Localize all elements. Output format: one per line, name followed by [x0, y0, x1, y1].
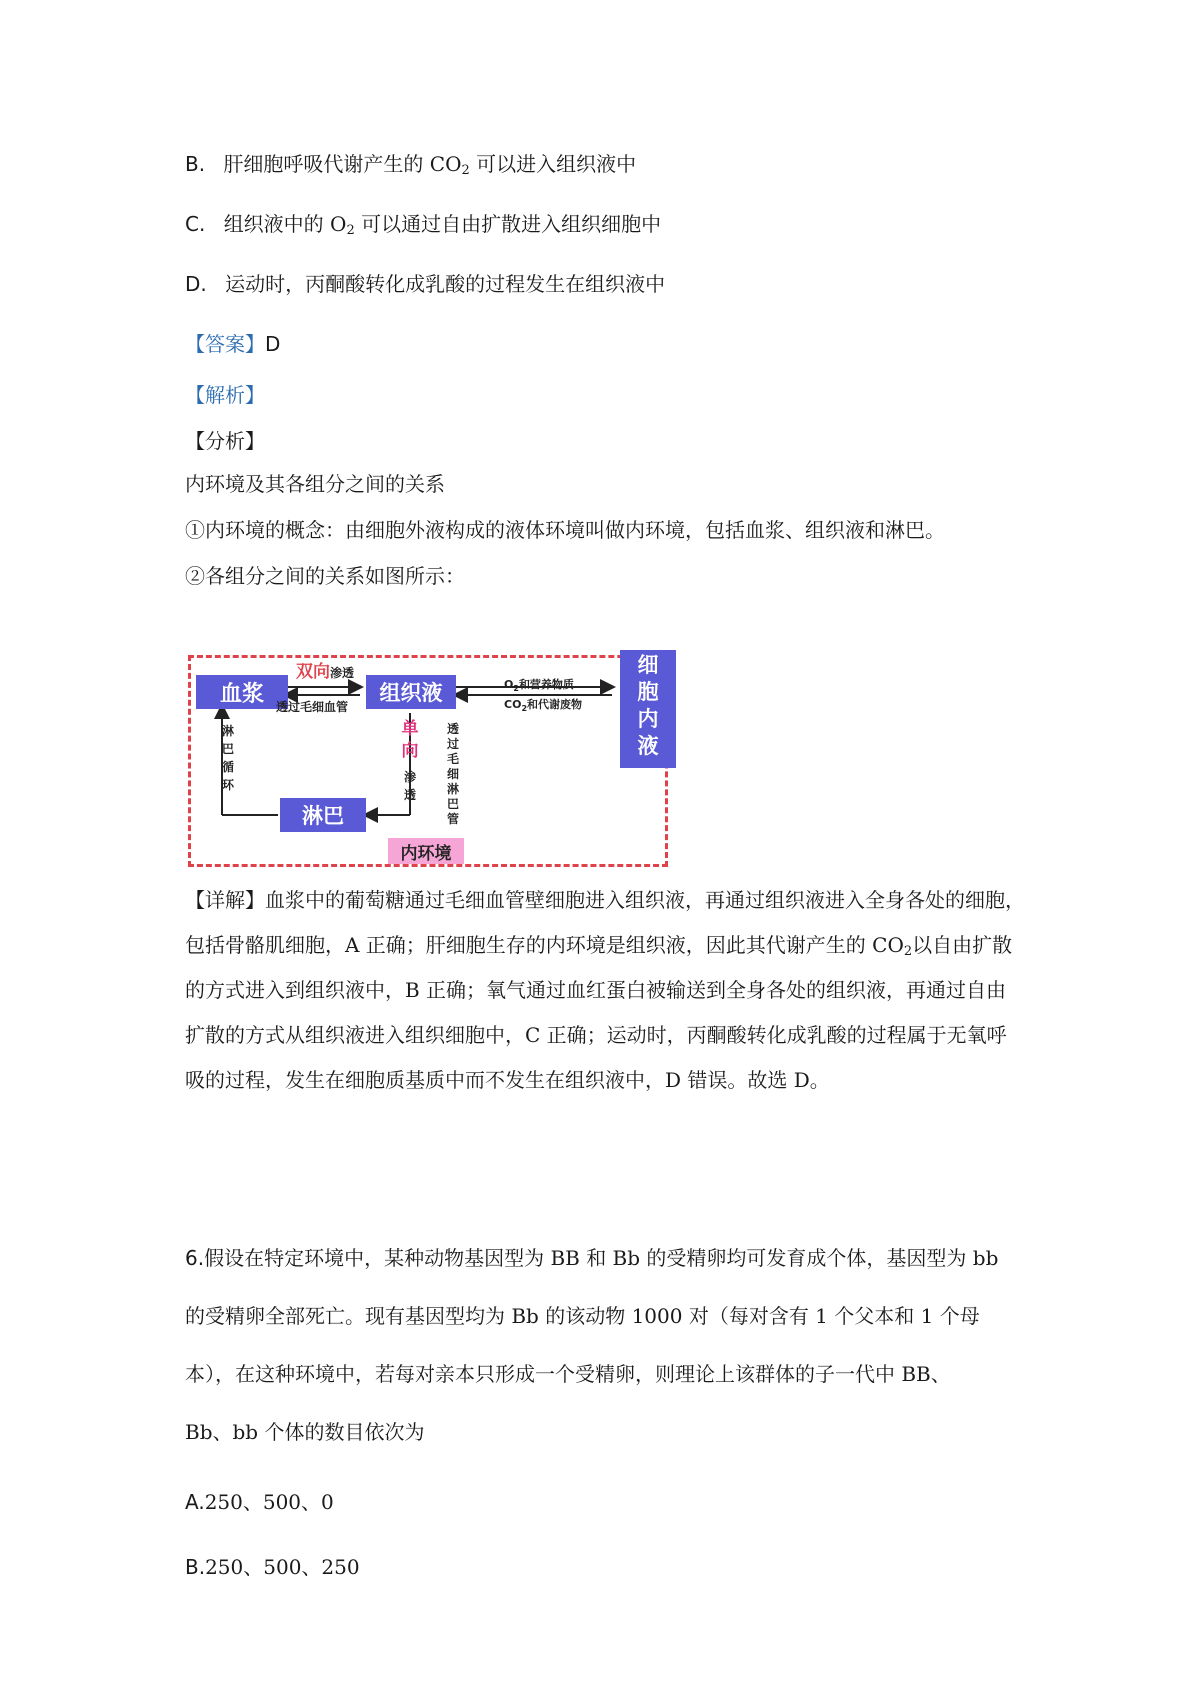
detail-text: 血浆中的葡萄糖通过毛细血管壁细胞进入组织液，再通过组织液进入全身各处的细胞，包括骨骼肌细胞，A 正确；肝细胞生存的内环境是组织液，因此其代谢产生的 CO — [185, 888, 1025, 957]
label-char: 细 — [446, 767, 459, 781]
co2-tail: 和代谢废物 — [527, 698, 583, 711]
label-char: 透 — [446, 722, 459, 736]
option-c — [185, 210, 661, 238]
detail-paragraph — [185, 878, 1025, 1103]
label-char: 向 — [401, 741, 419, 761]
label-char: 淋 — [446, 782, 459, 796]
cell-fluid-char: 胞 — [637, 680, 659, 704]
detail-tag: 【详解】 — [185, 888, 265, 912]
label-char: 渗 — [403, 770, 416, 784]
two-way-osmosis — [296, 662, 355, 682]
question-number: 6. — [185, 1246, 205, 1270]
option-letter: D. — [185, 272, 207, 296]
option-letter: A. — [185, 1490, 205, 1514]
inner-env-label: 内环境 — [388, 838, 464, 864]
cell-fluid-box — [620, 650, 676, 768]
fenxi-tag: 【分析】 — [185, 429, 265, 453]
subscript: 2 — [461, 163, 470, 178]
option-text: 组织液中的 O — [223, 212, 347, 236]
option-letter: B. — [185, 152, 206, 176]
cell-fluid-char: 液 — [637, 734, 659, 758]
question-text: 假设在特定环境中，某种动物基因型为 BB 和 Bb 的受精卵均可发育成个体，基因型为 bb — [204, 1246, 999, 1270]
lymph-circulation-label — [221, 722, 235, 794]
subscript: 2 — [346, 223, 355, 238]
label-char: 循 — [221, 760, 234, 774]
one-way-osmosis-label — [403, 768, 417, 804]
lymph-box: 淋巴 — [280, 798, 366, 832]
intro-line-1: 内环境及其各组分之间的关系 — [185, 472, 445, 496]
answer-line — [185, 330, 280, 358]
through-capillary-label: 透过毛细血管 — [276, 700, 349, 714]
option-text-tail: 可以通过自由扩散进入组织细胞中 — [354, 212, 662, 236]
subscript: 2 — [521, 704, 528, 713]
o2-text: O — [504, 678, 514, 691]
o2-tail: 和营养物质 — [518, 678, 574, 691]
o2-nutrients-label — [504, 678, 574, 692]
question-6-line-4: Bb、bb 个体的数目依次为 — [185, 1420, 425, 1444]
label-char: 单 — [401, 719, 419, 739]
intro-line-3: ②各组分之间的关系如图所示： — [185, 564, 465, 588]
through-lymph-vessel-label — [446, 722, 460, 827]
option-a — [185, 1488, 334, 1516]
answer-value: D — [265, 332, 281, 356]
cell-fluid-char: 内 — [637, 707, 659, 731]
subscript: 2 — [903, 944, 913, 959]
option-b — [185, 150, 636, 178]
label-char: 过 — [446, 737, 459, 751]
label-char: 环 — [221, 778, 234, 792]
subscript: 2 — [513, 684, 519, 693]
option-letter: B. — [185, 1555, 206, 1579]
osmosis-label: 渗透 — [330, 666, 355, 680]
option-letter: C. — [185, 212, 206, 236]
cell-fluid-char: 细 — [637, 653, 659, 677]
answer-tag: 【答案】 — [185, 332, 265, 356]
two-way-label: 双向 — [296, 662, 330, 682]
label-char: 透 — [403, 788, 416, 802]
label-char: 管 — [446, 812, 459, 826]
label-char: 淋 — [221, 724, 234, 738]
option-text: 运动时，丙酮酸转化成乳酸的过程发生在组织液中 — [225, 272, 666, 296]
option-text: 250、500、250 — [205, 1555, 360, 1579]
label-char: 巴 — [221, 742, 234, 756]
question-6-line-1 — [185, 1244, 998, 1272]
one-way-label — [401, 718, 419, 762]
label-char: 毛 — [446, 752, 459, 766]
option-text: 肝细胞呼吸代谢产生的 CO — [223, 152, 462, 176]
intro-line-2: ①内环境的概念：由细胞外液构成的液体环境叫做内环境，包括血浆、组织液和淋巴。 — [185, 518, 945, 542]
detail-text-2: 以自由扩散的方式进入到组织液中，B 正确；氧气通过血红蛋白被输送到全身各处的组织液，再通过自由扩散的方式从组织液进入组织细胞中，C 正确；运动时，丙酮酸转化成乳酸的过程属于无氧呼吸的过程，发生在细胞质基质中而不发生在组织液中，D 错误。故选 D。 — [185, 933, 1013, 1092]
co2-waste-label — [504, 698, 582, 712]
option-d — [185, 270, 665, 298]
question-6-line-2: 的受精卵全部死亡。现有基因型均为 Bb 的该动物 1000 对（每对含有 1 个父本和 1 个母 — [185, 1304, 980, 1328]
option-text: 250、500、0 — [204, 1490, 334, 1514]
question-6-line-3: 本），在这种环境中，若每对亲本只形成一个受精卵，则理论上该群体的子一代中 BB、 — [185, 1362, 951, 1386]
label-char: 巴 — [446, 797, 459, 811]
plasma-box: 血浆 — [196, 675, 288, 709]
option-b-q6 — [185, 1553, 360, 1581]
tissue-fluid-box: 组织液 — [366, 675, 456, 709]
option-text-tail: 可以进入组织液中 — [469, 152, 637, 176]
analysis-tag: 【解析】 — [185, 383, 265, 407]
co2-text: CO — [504, 698, 522, 711]
